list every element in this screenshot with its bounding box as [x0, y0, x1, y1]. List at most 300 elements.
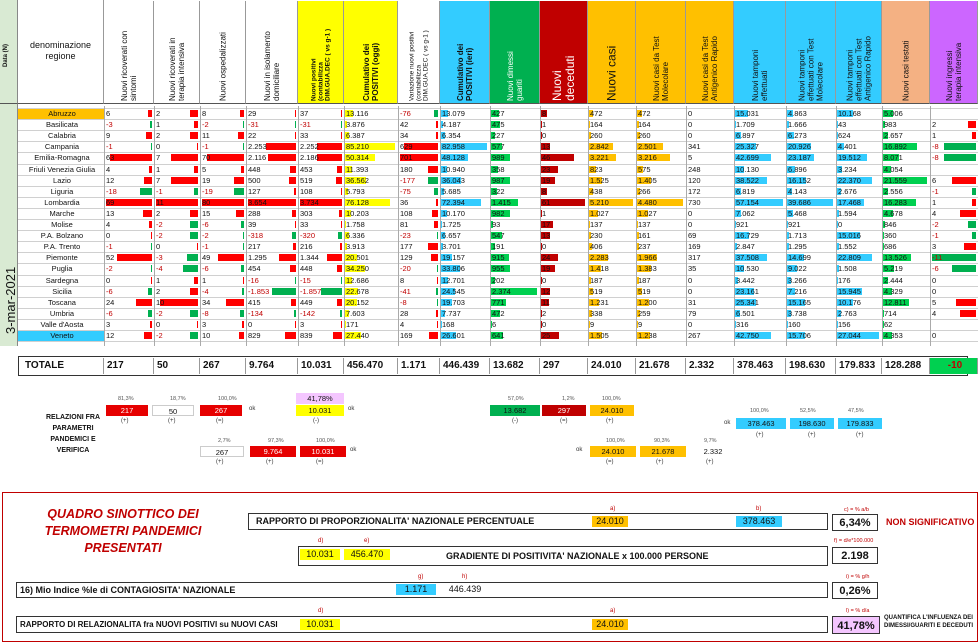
summary-r3-h: 446.439 [448, 584, 482, 594]
region-value: 475 [492, 120, 505, 130]
region-value: 415 [248, 297, 261, 307]
region-value: 15.165 [788, 297, 811, 307]
region-value: 169 [688, 242, 701, 252]
region-value: 25.327 [736, 142, 759, 152]
region-value: 7.603 [346, 308, 365, 318]
total-value: 378.463 [734, 358, 786, 374]
region-value: 3 [300, 319, 305, 329]
region-value: 500 [248, 175, 261, 185]
region-name: Liguria [50, 186, 74, 196]
region-value: 575 [638, 164, 651, 174]
col-line [440, 106, 441, 346]
region-value: 35 [688, 264, 697, 274]
region-value: 57.154 [736, 197, 759, 207]
region-value: 10.940 [442, 164, 465, 174]
region-value: 0 [542, 319, 547, 329]
region-value: 4.863 [788, 109, 807, 118]
region-name: Friuli Venezia Giulia [28, 164, 96, 174]
region-value: -2 [202, 231, 209, 241]
region-value: 519 [590, 286, 603, 296]
row-line [18, 130, 978, 131]
region-value: 6.501 [736, 308, 755, 318]
col-line [686, 106, 687, 346]
region-value: 955 [492, 264, 505, 274]
summary-r1-b: 378.463 [736, 516, 782, 527]
region-value: 8 [542, 186, 547, 196]
region-value: -6 [202, 264, 209, 274]
region-value: 0 [542, 131, 547, 141]
region-value: 34 [202, 297, 211, 307]
region-value: -6 [106, 308, 113, 318]
region-value: 1.344 [300, 253, 319, 263]
region-value: 0 [688, 319, 693, 329]
total-value: 2.332 [686, 358, 734, 374]
summary-r4-a: 24.010 [592, 619, 628, 630]
summary-r1-a: 24.010 [592, 516, 628, 527]
region-value: 70 [202, 153, 211, 163]
region-value: 15 [202, 208, 211, 218]
region-value: -8 [932, 153, 939, 163]
region-value: 20.926 [788, 142, 811, 152]
rel-pct: 100,0% [602, 396, 621, 402]
rel-pct: 52,5% [800, 408, 816, 414]
region-value: 0 [932, 275, 937, 285]
column-header-line: (contabilizza [415, 64, 422, 101]
region-value: 519 [638, 286, 651, 296]
region-value: 11 [542, 297, 550, 307]
region-value: 341 [688, 142, 701, 152]
region-value: 1 [156, 120, 161, 130]
region-value: 69 [106, 197, 115, 207]
column-header [398, 1, 440, 104]
region-value: 43 [838, 120, 847, 130]
col-line [786, 106, 787, 346]
total-value: 13.682 [490, 358, 540, 374]
column-header-line: Nuovi ricoverati in [167, 37, 177, 101]
rel-box-tamponi-ant: 179.833 [838, 418, 882, 429]
region-value: 13 [106, 208, 115, 218]
region-value: 1.525 [590, 175, 609, 185]
total-value: 9.764 [246, 358, 298, 374]
region-value: 2.501 [638, 142, 657, 152]
row-line [18, 263, 978, 264]
region-value: 46 [542, 153, 551, 163]
column-header-line: Nuovi ingressi [944, 50, 954, 101]
region-value: 317 [688, 253, 701, 263]
region-value: 37.508 [736, 253, 759, 263]
region-value: 108 [400, 208, 413, 218]
region-value: -8 [202, 308, 209, 318]
region-name: Emilia-Romagna [34, 153, 90, 163]
region-value: 730 [688, 197, 701, 207]
rel-box-casi-ant: 2.332 [690, 446, 736, 457]
region-value: 3.913 [346, 242, 365, 252]
region-value: 12.811 [884, 297, 907, 307]
region-value: 0 [542, 275, 547, 285]
region-value: 2.556 [884, 186, 903, 196]
region-value: 686 [884, 242, 897, 252]
region-value: 3 [106, 319, 111, 329]
column-header-line: Nuovi tamponi [750, 49, 760, 101]
region-value: 19.512 [838, 153, 861, 163]
region-value: -20 [400, 264, 411, 274]
region-value: 24 [106, 297, 115, 307]
row-line [18, 241, 978, 242]
region-value: 42.699 [736, 153, 759, 163]
region-value: -3 [156, 253, 163, 263]
column-header-line: sintomi [128, 75, 138, 101]
region-value: 1.725 [442, 220, 461, 229]
column-header [344, 1, 398, 104]
region-value: 217 [248, 242, 261, 252]
region-value: 641 [492, 331, 505, 340]
region-value: 13.526 [884, 253, 907, 263]
rel-sign: (+) [168, 418, 176, 424]
region-value: 358 [492, 164, 505, 174]
region-value: 4 [106, 164, 111, 174]
summary-r1-formula: c) = % a/b [844, 507, 869, 513]
region-value: 2 [156, 109, 161, 118]
region-value: -19 [202, 186, 213, 196]
region-value: 19.157 [442, 253, 465, 263]
region-value: 69 [688, 231, 697, 241]
region-value: 839 [300, 331, 313, 340]
region-value: 1.666 [788, 120, 807, 130]
region-value: -2 [156, 308, 163, 318]
region-value: 438 [590, 186, 603, 196]
rel-box-ospedalizzati-2: 267 [200, 446, 244, 457]
region-value: 137 [638, 220, 651, 229]
region-value: 187 [590, 275, 603, 285]
region-value: 17.468 [838, 197, 861, 207]
region-value: -6 [202, 220, 209, 229]
summary-title [8, 506, 238, 557]
col-line [154, 106, 155, 346]
region-value: 3.701 [442, 242, 461, 252]
region-value: 39.686 [788, 197, 811, 207]
rel-box-tamponi: 378.463 [736, 418, 786, 429]
region-value: 288 [248, 208, 261, 218]
region-value: 85.210 [346, 142, 369, 152]
region-value: 1.295 [788, 242, 807, 252]
region-value: 10.168 [838, 109, 861, 118]
region-value: 0 [106, 275, 111, 285]
total-value: 50 [154, 358, 200, 374]
region-value: 1 [932, 131, 937, 141]
summary-r4-note-2: DIMESSI/GUARITI E DECEDUTI [884, 623, 974, 629]
region-value: 1.383 [638, 264, 657, 274]
region-value: 2 [156, 131, 161, 141]
rel-ok: ok [348, 406, 355, 412]
rel-sign: (+) [756, 432, 764, 438]
region-value: 21.559 [884, 175, 907, 185]
rel-sign: (+) [121, 418, 129, 424]
rel-pct: 1,2% [562, 396, 575, 402]
region-value: 29 [248, 109, 257, 118]
region-value: -2 [156, 231, 163, 241]
region-name: Campania [44, 142, 80, 152]
column-header [636, 1, 686, 104]
row-line [18, 308, 978, 309]
column-header-line: Nuovi [549, 70, 564, 101]
total-value: 456.470 [344, 358, 398, 374]
region-header-line1: denominazione [29, 40, 92, 50]
rel-box-deceduti: 297 [542, 405, 586, 416]
rel-pct: 100,0% [218, 396, 237, 402]
region-value: 42.750 [736, 331, 759, 340]
region-value: 0 [156, 142, 161, 152]
rel-sign: (+) [216, 459, 224, 465]
region-value: 39 [248, 220, 257, 229]
relations-title-4: VERIFICA [56, 447, 90, 454]
region-value: 4.143 [788, 186, 807, 196]
column-header-line: (contabilizza [317, 61, 324, 101]
region-value: 48.128 [442, 153, 465, 163]
region-value: 5.685 [442, 186, 461, 196]
rel-sign: (+) [656, 459, 664, 465]
rel-sign: (+) [706, 459, 714, 465]
region-value: 3 [932, 242, 937, 252]
column-header [882, 1, 930, 104]
summary-r3-label: 16) Mio Indice %le di CONTAGIOSITA' NAZIONALE [20, 585, 236, 595]
region-value: 79 [688, 308, 697, 318]
column-header-line: effettuati con Test [806, 38, 815, 101]
region-value: 577 [492, 142, 505, 152]
region-value: 453 [300, 164, 313, 174]
region-value: 322 [492, 186, 505, 196]
region-value: 1 [156, 164, 161, 174]
row-line [18, 141, 978, 142]
total-value: 128.288 [882, 358, 930, 374]
col-line [104, 106, 105, 346]
region-value: 1 [932, 197, 937, 207]
row-line [18, 164, 978, 165]
region-value: 6.273 [788, 131, 807, 141]
region-value: 0 [688, 220, 693, 229]
region-value [930, 164, 978, 175]
region-value: -134 [248, 308, 264, 318]
region-value: -41 [400, 286, 411, 296]
region-value: 19.703 [442, 297, 465, 307]
region-value: 129 [400, 253, 413, 263]
relations-title [38, 412, 108, 456]
region-value: 33.806 [442, 264, 465, 274]
row-line [18, 108, 978, 109]
region-value: 1 [542, 208, 547, 218]
region-value: 829 [248, 331, 261, 340]
column-header [540, 1, 588, 104]
region-value: 3.734 [300, 197, 319, 207]
region-value: 0 [542, 242, 547, 252]
region-name: Calabria [48, 131, 76, 141]
region-value: -31 [300, 120, 311, 130]
region-value: 3.442 [736, 275, 755, 285]
region-name: Piemonte [46, 253, 78, 263]
region-value: -76 [400, 109, 411, 118]
region-value: 6 [492, 319, 497, 329]
region-value: 81 [400, 220, 409, 229]
column-header-line: Cumulativo dei [455, 43, 465, 101]
col-line [636, 106, 637, 346]
col-line [490, 106, 491, 346]
total-value: -10 [930, 358, 978, 374]
region-value: 12.701 [442, 275, 465, 285]
region-value: 127 [248, 186, 261, 196]
region-name: Puglia [51, 264, 73, 274]
rel-box-casi-mol: 21.678 [640, 446, 686, 457]
rel-sign: (+) [606, 418, 614, 424]
region-name: Sardegna [45, 275, 79, 285]
region-value: 1.027 [590, 208, 609, 218]
region-value: 4 [106, 220, 111, 229]
region-value: 2 [542, 308, 547, 318]
region-value: 624 [838, 131, 851, 141]
region-value: 0 [688, 120, 693, 130]
column-header-line: Nuovi in isolamento [262, 31, 272, 101]
region-value: 427 [492, 109, 505, 118]
region-value: 1.295 [248, 253, 267, 263]
row-line [18, 208, 978, 209]
rel-ok: ok [724, 420, 731, 426]
region-value [930, 108, 978, 119]
total-value: 21.678 [636, 358, 686, 374]
relations-title-1: RELAZIONI FRA [45, 414, 101, 421]
region-value: 12 [542, 286, 551, 296]
rel-sign: (-) [313, 418, 319, 424]
region-name: Basilicata [45, 120, 79, 130]
region-name: P.A. Bolzano [40, 231, 84, 241]
column-header-line: Nuovi ospedalizzati [218, 32, 227, 101]
region-value: 449 [300, 297, 313, 307]
region-value: -2 [156, 220, 163, 229]
column-header-line: Molecolare [815, 61, 824, 101]
region-value: 1.415 [492, 197, 511, 207]
total-value: 24.010 [588, 358, 636, 374]
column-header [440, 1, 490, 104]
region-value: 31 [688, 297, 697, 307]
region-value: -2 [202, 120, 209, 130]
region-value: 37 [300, 109, 309, 118]
row-line [18, 330, 978, 331]
date-value: 3-mar-2021 [3, 266, 18, 334]
rel-box-positivi: 10.031 [296, 405, 344, 416]
region-value: 137 [590, 220, 603, 229]
region-value: 8 [400, 275, 405, 285]
region-value: 3.234 [838, 164, 857, 174]
region-value: 4.678 [884, 208, 903, 218]
total-value: 297 [540, 358, 588, 374]
column-header-line: DIM.GUA.DEC ( vs g-1 ) [422, 30, 429, 101]
region-value: 82.958 [442, 142, 465, 152]
region-value: 34 [400, 131, 409, 141]
region-value: 338 [590, 308, 603, 318]
rel-pct-positivi: 41,78% [296, 393, 344, 404]
region-value: 921 [788, 220, 801, 229]
region-value: 3.216 [638, 153, 657, 163]
summary-r4-d: 10.031 [300, 619, 340, 630]
region-value: 10.170 [442, 208, 465, 218]
region-value: 316 [736, 319, 749, 329]
region-value: 191 [492, 242, 505, 252]
column-header-line: effettuati [759, 70, 769, 101]
region-value: 1 [202, 275, 207, 285]
region-value: -142 [300, 308, 316, 318]
region-value: -18 [106, 186, 117, 196]
region-value: 1 [542, 120, 547, 130]
region-value: 61 [542, 197, 551, 207]
region-value: 16.152 [788, 175, 811, 185]
region-value: 9 [638, 319, 643, 329]
region-value: 11 [202, 131, 210, 141]
region-value: 360 [884, 231, 897, 241]
region-value: 1.508 [838, 264, 857, 274]
region-value: 4 [932, 208, 937, 218]
region-value: 989 [492, 153, 505, 163]
region-value: 4.329 [884, 286, 903, 296]
region-value: 519 [300, 175, 313, 185]
region-value: 4.353 [884, 331, 903, 340]
region-value: 50.314 [346, 153, 369, 163]
column-header-line: Nuovi casi da Test [700, 36, 710, 101]
rel-box-guariti: 13.682 [490, 405, 540, 416]
region-value: 36.043 [442, 175, 465, 185]
region-value: -1.853 [248, 286, 270, 296]
column-header-line: Nuovi casi testati [901, 40, 910, 101]
region-value: 2 [932, 120, 937, 130]
summary-r3-value: 0,26% [832, 582, 878, 599]
rel-box-ricoverati: 217 [106, 405, 148, 416]
region-value: 230 [590, 231, 603, 241]
rel-sign: (=) [216, 418, 224, 424]
region-value: -1 [156, 186, 163, 196]
column-header [246, 1, 298, 104]
summary-r2-label: GRADIENTE DI POSITIVITA' NAZIONALE x 100.000 PERSONE [446, 551, 709, 561]
region-value: 28 [400, 308, 409, 318]
region-value: 42 [400, 120, 409, 130]
rel-pct: 100,0% [316, 438, 335, 444]
region-value: 19 [542, 175, 551, 185]
region-value: 4.480 [638, 197, 657, 207]
region-value: 0 [688, 286, 693, 296]
region-value: 72.394 [442, 197, 465, 207]
region-value: 987 [492, 175, 505, 185]
region-value: 1.027 [638, 208, 657, 218]
summary-r4-value: 41,78% [832, 616, 880, 634]
region-value: 9 [106, 131, 111, 141]
region-value: 9 [590, 319, 595, 329]
region-value: 915 [492, 253, 505, 263]
region-value: 1.966 [638, 253, 657, 263]
summary-r2-value: 2.198 [832, 547, 878, 564]
column-header [836, 1, 882, 104]
column-header-line: DIM.GUA.DEC ( vs g-1 ) [324, 28, 331, 101]
column-header-line: effettuati con Test [854, 38, 863, 101]
letter-a2: a) [610, 608, 616, 614]
col-line [588, 106, 589, 346]
rel-pct: 97,3% [268, 438, 284, 444]
rel-box-casi-2: 24.010 [590, 446, 636, 457]
region-value: 26.601 [442, 331, 465, 340]
rel-pct: 57,0% [508, 396, 524, 402]
total-value: 10.031 [298, 358, 344, 374]
region-value: 2 [156, 208, 161, 218]
region-value: 22.370 [838, 175, 861, 185]
region-value: 1 [156, 275, 161, 285]
col-line [398, 106, 399, 346]
region-value: 180 [400, 164, 413, 174]
region-value: -3 [106, 120, 113, 130]
rel-sign: (=) [606, 459, 614, 465]
